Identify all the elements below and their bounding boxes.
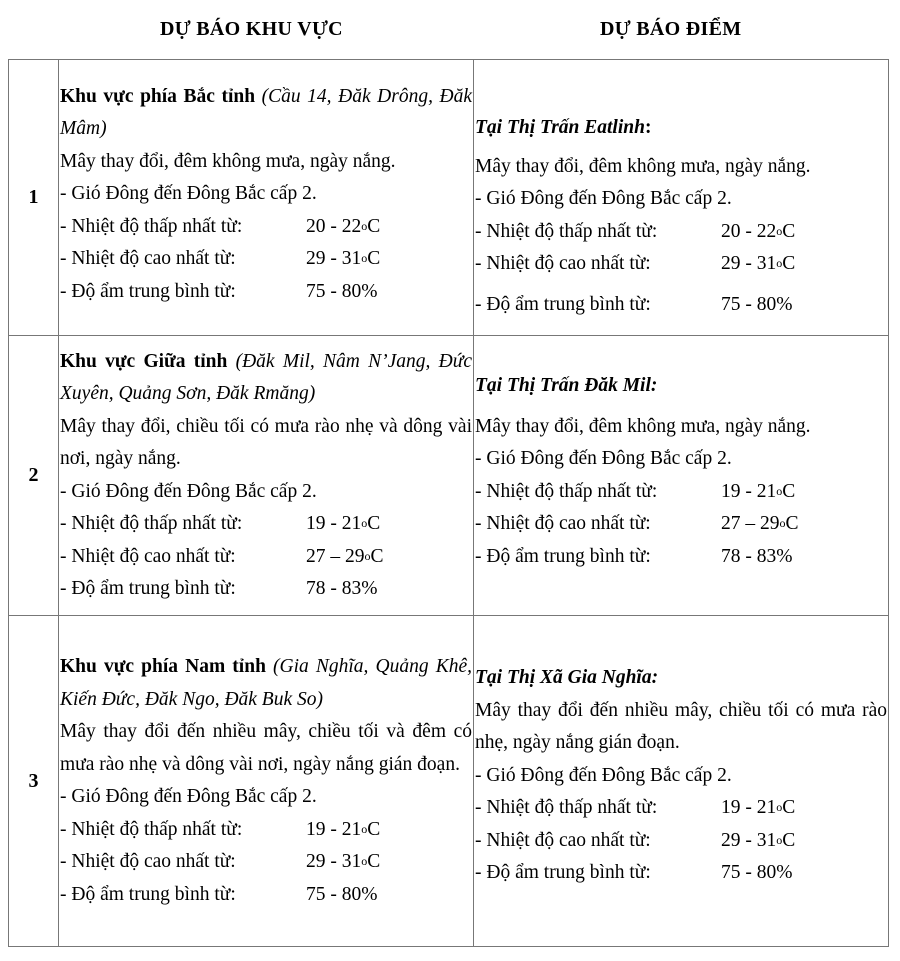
degree-symbol: o	[776, 800, 783, 814]
min-temp-label: - Nhiệt độ thấp nhất từ:	[60, 215, 243, 237]
forecast-table	[8, 59, 889, 947]
max-temp-row	[475, 508, 887, 541]
area-forecast-header: DỰ BÁO KHU VỰC	[160, 18, 343, 40]
degree-symbol: o	[361, 251, 368, 266]
celsius-unit: C	[782, 253, 796, 274]
degree-symbol: o	[776, 832, 783, 847]
min-temp-row	[60, 814, 472, 847]
min-temp-value: 19 - 21	[306, 818, 362, 840]
area-title: Khu vực phía Nam tỉnh	[60, 656, 266, 677]
humidity-row	[60, 276, 472, 309]
max-temp-value: 29 - 31	[306, 851, 362, 872]
table-row	[9, 336, 889, 616]
point-title-colon: :	[644, 117, 652, 138]
min-temp-value: 19 - 21	[721, 480, 777, 502]
wind-text: - Gió Đông đến Đông Bắc cấp 2.	[475, 188, 732, 209]
celsius-unit: C	[782, 480, 796, 502]
humidity-row	[60, 879, 472, 912]
max-temp-row	[475, 248, 887, 281]
wind-text: - Gió Đông đến Đông Bắc cấp 2.	[475, 764, 732, 786]
humidity-row	[475, 289, 887, 322]
max-temp-row	[475, 825, 887, 858]
humidity-row	[475, 857, 887, 890]
area-places: (Đăk Mil, Nâm N’Jang, Đức Xuyên, Quảng Sơn, Đăk Rmăng)	[60, 350, 472, 404]
max-temp-label: - Nhiệt độ cao nhất từ:	[60, 851, 236, 872]
max-temp-label: - Nhiệt độ cao nhất từ:	[60, 545, 236, 567]
point-description: Mây thay đổi, đêm không mưa, ngày nắng.	[475, 155, 811, 177]
celsius-unit: C	[782, 829, 796, 851]
wind-text: - Gió Đông đến Đông Bắc cấp 2.	[60, 480, 317, 502]
max-temp-value: 29 - 31	[306, 248, 362, 270]
wind-text: - Gió Đông đến Đông Bắc cấp 2.	[60, 786, 317, 807]
wind-text: - Gió Đông đến Đông Bắc cấp 2.	[60, 183, 317, 205]
degree-symbol: o	[361, 218, 368, 233]
min-temp-row	[475, 216, 887, 249]
humidity-value: 75 - 80%	[306, 883, 378, 905]
min-temp-label: - Nhiệt độ thấp nhất từ:	[60, 818, 243, 840]
max-temp-row	[60, 846, 472, 879]
humidity-value: 75 - 80%	[721, 862, 793, 883]
min-temp-row	[475, 792, 887, 825]
min-temp-label: - Nhiệt độ thấp nhất từ:	[475, 480, 658, 502]
area-places: (Gia Nghĩa, Quảng Khê, Kiến Đức, Đăk Ngo, Đăk Buk So)	[60, 656, 473, 710]
wind-text: - Gió Đông đến Đông Bắc cấp 2.	[475, 448, 732, 469]
max-temp-value: 27 – 29	[721, 513, 780, 534]
row-number: 3	[9, 616, 59, 947]
max-temp-label: - Nhiệt độ cao nhất từ:	[60, 248, 236, 270]
point-title-line	[475, 112, 887, 145]
humidity-value: 78 - 83%	[721, 545, 793, 567]
min-temp-row	[60, 508, 472, 541]
celsius-unit: C	[782, 797, 796, 818]
max-temp-label: - Nhiệt độ cao nhất từ:	[475, 253, 651, 274]
degree-symbol: o	[364, 548, 371, 563]
min-temp-label: - Nhiệt độ thấp nhất từ:	[475, 220, 658, 242]
celsius-unit: C	[367, 513, 381, 534]
max-temp-value: 29 - 31	[721, 253, 777, 274]
humidity-row	[60, 573, 472, 606]
degree-symbol: o	[776, 223, 783, 238]
min-temp-label: - Nhiệt độ thấp nhất từ:	[475, 797, 658, 818]
degree-symbol: o	[776, 256, 783, 270]
min-temp-value: 20 - 22	[721, 220, 777, 242]
area-title: Khu vực Giữa tỉnh	[60, 350, 228, 372]
celsius-unit: C	[782, 220, 796, 242]
area-title-line	[60, 346, 472, 411]
area-description: Mây thay đổi, chiều tối có mưa rào nhẹ và dông vài nơi, ngày nắng.	[60, 415, 472, 469]
point-forecast-cell	[474, 60, 889, 336]
point-title: Tại Thị Trấn Eatlinh	[475, 117, 645, 138]
point-description: Mây thay đổi, đêm không mưa, ngày nắng.	[475, 415, 811, 437]
humidity-value: 78 - 83%	[306, 578, 378, 599]
max-temp-value: 29 - 31	[721, 829, 777, 851]
row-number: 2	[9, 336, 59, 616]
min-temp-value: 19 - 21	[306, 513, 362, 534]
min-temp-value: 20 - 22	[306, 215, 362, 237]
area-title: Khu vực phía Bắc tỉnh	[60, 85, 256, 107]
celsius-unit: C	[367, 215, 381, 237]
humidity-label: - Độ ẩm trung bình từ:	[475, 862, 651, 883]
min-temp-label: - Nhiệt độ thấp nhất từ:	[60, 513, 243, 534]
celsius-unit: C	[367, 851, 381, 872]
degree-symbol: o	[361, 854, 368, 868]
area-forecast-cell	[59, 616, 474, 947]
celsius-unit: C	[367, 248, 381, 270]
humidity-label: - Độ ẩm trung bình từ:	[475, 293, 651, 315]
humidity-label: - Độ ẩm trung bình từ:	[60, 578, 236, 599]
degree-symbol: o	[779, 516, 786, 530]
min-temp-row	[475, 476, 887, 509]
point-forecast-cell	[474, 616, 889, 947]
row-number: 1	[9, 60, 59, 336]
table-row	[9, 616, 889, 947]
degree-symbol: o	[361, 821, 368, 836]
humidity-label: - Độ ẩm trung bình từ:	[60, 280, 236, 302]
area-description: Mây thay đổi đến nhiều mây, chiều tối và đêm có mưa rào nhẹ và dông vài nơi, ngày nắng gián đoạn.	[60, 721, 472, 775]
point-forecast-cell	[474, 336, 889, 616]
degree-symbol: o	[776, 483, 783, 498]
table-row	[9, 60, 889, 336]
area-forecast-cell	[59, 60, 474, 336]
area-description: Mây thay đổi, đêm không mưa, ngày nắng.	[60, 150, 396, 172]
min-temp-row	[60, 211, 472, 244]
humidity-label: - Độ ẩm trung bình từ:	[60, 883, 236, 905]
point-title: Tại Thị Trấn Đăk Mil:	[475, 375, 658, 396]
degree-symbol: o	[361, 516, 368, 530]
humidity-value: 75 - 80%	[306, 280, 378, 302]
point-description: Mây thay đổi đến nhiều mây, chiều tối có mưa rào nhẹ, ngày nắng gián đoạn.	[475, 699, 887, 753]
max-temp-value: 27 – 29	[306, 545, 365, 567]
area-forecast-cell	[59, 336, 474, 616]
area-title-line	[60, 81, 472, 146]
celsius-unit: C	[785, 513, 799, 534]
humidity-value: 75 - 80%	[721, 293, 793, 315]
max-temp-label: - Nhiệt độ cao nhất từ:	[475, 829, 651, 851]
max-temp-label: - Nhiệt độ cao nhất từ:	[475, 513, 651, 534]
point-forecast-header: DỰ BÁO ĐIỂM	[600, 18, 742, 40]
max-temp-row	[60, 541, 472, 574]
area-places: (Cầu 14, Đăk Drông, Đăk Mâm)	[60, 85, 472, 140]
humidity-row	[475, 541, 887, 574]
min-temp-value: 19 - 21	[721, 797, 777, 818]
celsius-unit: C	[367, 818, 381, 840]
celsius-unit: C	[370, 545, 384, 567]
humidity-label: - Độ ẩm trung bình từ:	[475, 545, 651, 567]
area-title-line	[60, 651, 472, 716]
point-title: Tại Thị Xã Gia Nghĩa:	[475, 667, 659, 688]
max-temp-row	[60, 243, 472, 276]
